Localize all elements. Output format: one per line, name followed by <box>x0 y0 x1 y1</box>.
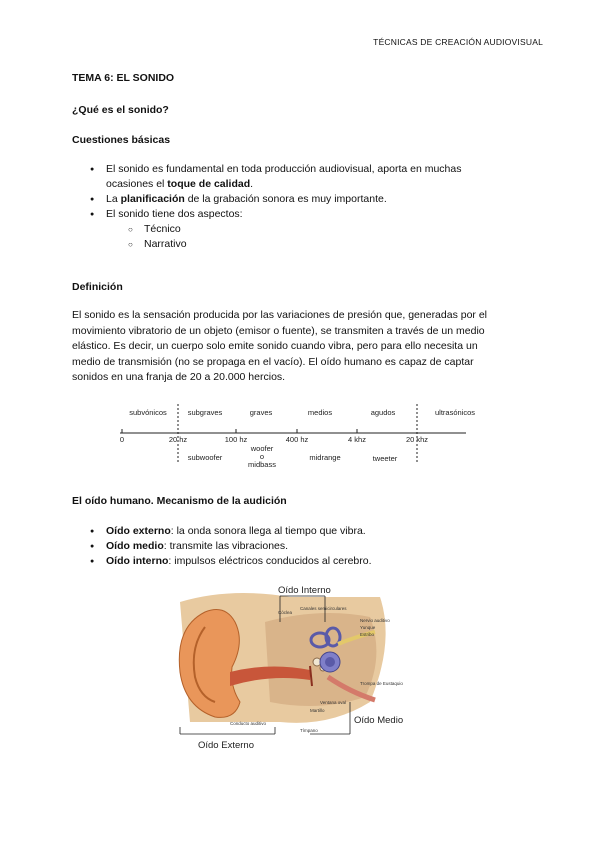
spectrum-top-label: agudos <box>370 408 396 417</box>
figure-small-label: Martillo <box>310 708 325 713</box>
figure-label-inner: Oído Interno <box>278 585 331 596</box>
spectrum-bottom-label: midrange <box>309 453 341 462</box>
bullet-text: : la onda sonora llega al tiempo que vibra. <box>170 525 366 537</box>
paragraph-line: movimiento vibratorio de un objeto (emisor o fuente), se transmiten a través de un medio <box>72 324 485 337</box>
bullet-text: La <box>106 193 121 205</box>
spectrum-top-label: subgraves <box>187 408 223 417</box>
list-item <box>90 207 461 252</box>
spectrum-tick-label: 20 khz <box>405 435 429 444</box>
figure-small-label: Ventana oval <box>320 700 347 705</box>
spectrum-bottom-label: tweeter <box>372 454 398 463</box>
page-title: TEMA 6: EL SONIDO <box>72 72 175 84</box>
ear-anatomy-figure <box>170 582 430 754</box>
spectrum-tick-label: 4 khz <box>348 435 366 444</box>
bold-text: toque de calidad <box>167 178 251 190</box>
list-item <box>90 162 461 192</box>
paragraph-line: medio de transmisión (no se propaga en el vacío). El oído humano es capaz de captar <box>72 355 474 368</box>
spectrum-tick-label: 20 hz <box>168 435 188 444</box>
bullet-text: : transmite las vibraciones. <box>163 540 289 552</box>
spectrum-bottom-label: midbass <box>248 460 276 469</box>
figure-small-label: Conducto auditivo <box>230 721 267 726</box>
figure-label-middle: Oído Medio <box>354 715 404 726</box>
spectrum-tick-label: 0 <box>119 435 125 444</box>
paragraph-line: sonidos en una franja de 20 a 20.000 hercios. <box>72 371 286 383</box>
ear-heading: El oído humano. Mecanismo de la audición <box>72 495 287 507</box>
list-item <box>90 524 372 539</box>
definition-heading: Definición <box>72 281 123 293</box>
question-heading: ¿Qué es el sonido? <box>72 104 169 116</box>
sub-item-narrativo: ○ Narrativo <box>128 237 461 252</box>
list-item <box>90 554 372 569</box>
figure-small-label: Estribo <box>360 632 375 637</box>
figure-small-label: Yunque <box>360 625 376 630</box>
bullet-text: . <box>250 178 254 190</box>
bold-text: Oído externo <box>106 525 171 537</box>
sub-list <box>106 222 461 252</box>
spectrum-top-label: medios <box>307 408 333 417</box>
header-course: TÉCNICAS DE CREACIÓN AUDIOVISUAL <box>373 37 543 47</box>
spectrum-bottom-label: o <box>259 452 265 461</box>
bullet-text: ocasiones el <box>106 178 168 190</box>
bold-text: Oído interno <box>106 555 169 567</box>
spectrum-top-label: ultrasónicos <box>434 408 476 417</box>
figure-label-outer: Oído Externo <box>198 740 254 751</box>
bullet-text: El sonido es fundamental en toda producción audiovisual, aporta en muchas <box>106 163 462 175</box>
spectrum-tick-label: 100 hz <box>224 435 248 444</box>
ear-list <box>90 524 372 569</box>
spectrum-bottom-label: woofer <box>250 444 274 453</box>
frequency-spectrum-diagram <box>0 398 600 473</box>
spectrum-bottom-label: subwoofer <box>187 453 223 462</box>
sub-item-tecnico: ○ Técnico <box>128 222 461 237</box>
paragraph-line: El sonido es la sensación producida por las variaciones de presión que, generadas por el <box>72 309 488 321</box>
figure-small-label: Nervio auditivo <box>360 618 390 623</box>
basics-list <box>90 162 461 252</box>
bullet-text: : impulsos eléctricos conducidos al cerebro. <box>168 555 372 567</box>
bullet-text: El sonido tiene dos aspectos: <box>106 208 243 220</box>
list-item <box>90 539 372 554</box>
spectrum-ticks <box>122 429 357 433</box>
figure-small-label: Trompa de Eustaquio <box>360 681 403 686</box>
bold-text: planificación <box>120 193 185 205</box>
basics-heading: Cuestiones básicas <box>72 134 171 146</box>
paragraph-line: elástico. Es decir, un cuerpo solo emite sonido cuando vibra, pero para ello necesita un <box>72 340 478 352</box>
spectrum-top-label: graves <box>249 408 273 417</box>
spectrum-top-label: subvónicos <box>129 408 167 417</box>
bullet-text: de la grabación sonora es muy importante. <box>184 193 387 205</box>
figure-small-label: Canales semicirculares <box>300 606 347 611</box>
figure-small-label: Cóclea <box>278 610 293 615</box>
list-item <box>90 192 461 207</box>
spectrum-tick-label: 400 hz <box>285 435 309 444</box>
definition-paragraph <box>72 308 524 386</box>
bold-text: Oído medio <box>106 540 164 552</box>
figure-small-label: Tímpano <box>300 728 318 733</box>
